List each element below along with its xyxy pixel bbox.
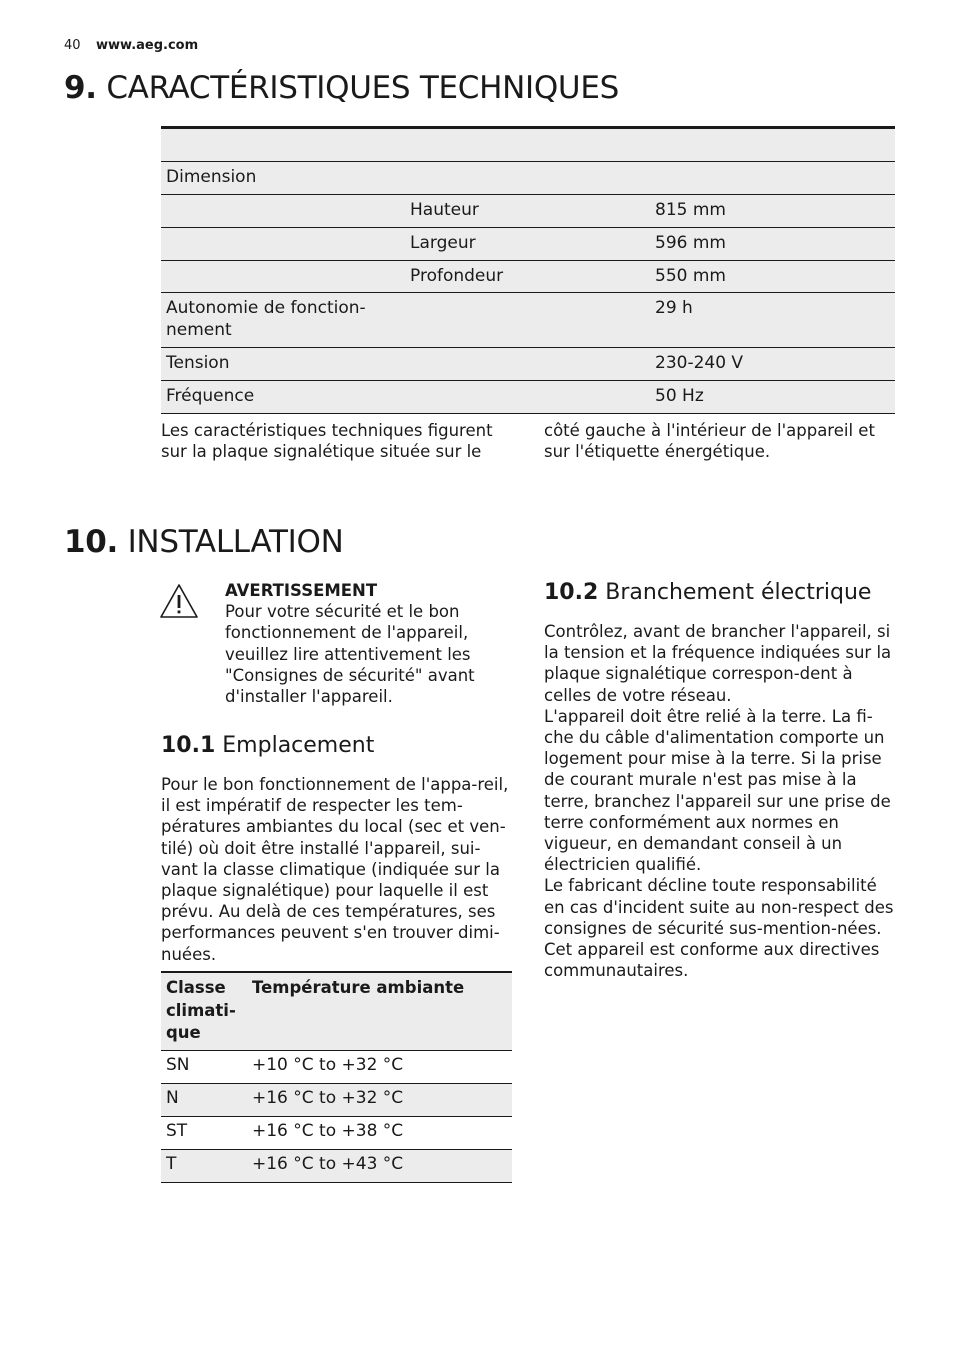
section-10-heading bbox=[64, 522, 343, 562]
warning-block bbox=[225, 580, 515, 707]
section-9-heading bbox=[64, 68, 619, 108]
row-sub-label: Largeur bbox=[410, 233, 476, 253]
branchement-paragraph: L'appareil doit être relié à la terre. La fi-che du câble d'alimentation comporte un logement pour mise à la terre. Si la prise de courant murale n'est pas mise à la terre, branchez l'appareil sur une prise de terre conformément aux normes en vigueur, en demandant conseil à un électricien qualifié. bbox=[544, 706, 891, 875]
table-row bbox=[161, 228, 895, 261]
warning-triangle-icon bbox=[159, 583, 199, 619]
section-9-title: CARACTÉRISTIQUES TECHNIQUES bbox=[106, 70, 619, 106]
section-10-number: 10. bbox=[64, 524, 119, 560]
row-value: 815 mm bbox=[655, 200, 726, 220]
branchement-paragraph: Cet appareil est conforme aux directives communautaires. bbox=[544, 940, 880, 981]
table-row bbox=[161, 162, 895, 195]
row-label: Tension bbox=[166, 353, 230, 373]
col-header-temperature: Température ambiante bbox=[252, 978, 465, 997]
climate-class: ST bbox=[166, 1121, 188, 1141]
page-number: 40 bbox=[64, 38, 81, 53]
warning-title: AVERTISSEMENT bbox=[225, 581, 378, 600]
section-9-number: 9. bbox=[64, 70, 97, 106]
subsection-number: 10.2 bbox=[544, 580, 599, 605]
table-row bbox=[161, 1051, 512, 1084]
row-value: 50 Hz bbox=[655, 386, 704, 406]
tech-table-header bbox=[161, 126, 895, 162]
tech-note-left: Les caractéristiques techniques figurent sur la plaque signalétique située sur le bbox=[161, 421, 493, 462]
col-header-classe: Classe climati-que bbox=[166, 978, 236, 1042]
row-value: 550 mm bbox=[655, 266, 726, 286]
row-sub-label: Hauteur bbox=[410, 200, 479, 220]
climate-temperature: +16 °C to +38 °C bbox=[252, 1121, 404, 1141]
climate-table-header bbox=[161, 971, 512, 1051]
row-label: Autonomie de fonction- nement bbox=[166, 298, 366, 340]
table-row bbox=[161, 1150, 512, 1183]
subsection-title: Emplacement bbox=[222, 733, 375, 758]
branchement-paragraph: Le fabricant décline toute responsabilité en cas d'incident suite au non-respect des consignes de sécurité sus-mention-nées. bbox=[544, 876, 894, 938]
row-value: 596 mm bbox=[655, 233, 726, 253]
row-sub-label: Profondeur bbox=[410, 266, 504, 286]
site-url: www.aeg.com bbox=[96, 38, 199, 53]
row-label: Fréquence bbox=[166, 386, 255, 406]
table-row bbox=[161, 195, 895, 228]
table-row bbox=[161, 293, 895, 348]
emplacement-text: Pour le bon fonctionnement de l'appa-reil, il est impératif de respecter les tem-pératures ambiantes du local (sec et ven-tilé) où doit être installé l'appareil, sui-vant la classe climatique (indiquée sur la plaque signalétique) pour laquelle il est prévu. Au delà de ces températures, ses performances peuvent s'en trouver dimi-nuées. bbox=[161, 775, 509, 964]
branchement-text bbox=[544, 621, 896, 981]
subsection-number: 10.1 bbox=[161, 733, 216, 758]
warning-text: Pour votre sécurité et le bon fonctionnement de l'appareil, veuillez lire attentivement les "Consignes de sécurité" avant d'installer l'appareil. bbox=[225, 602, 475, 707]
row-value: 230-240 V bbox=[655, 353, 744, 373]
section-10-title: INSTALLATION bbox=[127, 524, 344, 560]
table-row bbox=[161, 381, 895, 414]
tech-note-right: côté gauche à l'intérieur de l'appareil et sur l'étiquette énergétique. bbox=[544, 421, 875, 462]
table-row bbox=[161, 348, 895, 381]
climate-class: SN bbox=[166, 1055, 190, 1075]
climate-class: N bbox=[166, 1088, 179, 1108]
branchement-paragraph: Contrôlez, avant de brancher l'appareil, si la tension et la fréquence indiquées sur la plaque signalétique correspon-dent à celles de votre réseau. bbox=[544, 622, 892, 705]
climate-temperature: +16 °C to +43 °C bbox=[252, 1154, 404, 1174]
table-row bbox=[161, 1084, 512, 1117]
climate-temperature: +10 °C to +32 °C bbox=[252, 1055, 404, 1075]
tech-specs-table bbox=[161, 126, 895, 414]
climate-class: T bbox=[166, 1154, 177, 1174]
climate-class-table bbox=[161, 971, 512, 1183]
subsection-title: Branchement électrique bbox=[605, 580, 872, 605]
subsection-emplacement-heading bbox=[161, 732, 374, 760]
table-row bbox=[161, 1117, 512, 1150]
subsection-branchement-heading bbox=[544, 579, 871, 607]
climate-temperature: +16 °C to +32 °C bbox=[252, 1088, 404, 1108]
table-row bbox=[161, 261, 895, 293]
dimension-label: Dimension bbox=[166, 167, 257, 187]
row-value: 29 h bbox=[655, 298, 693, 318]
